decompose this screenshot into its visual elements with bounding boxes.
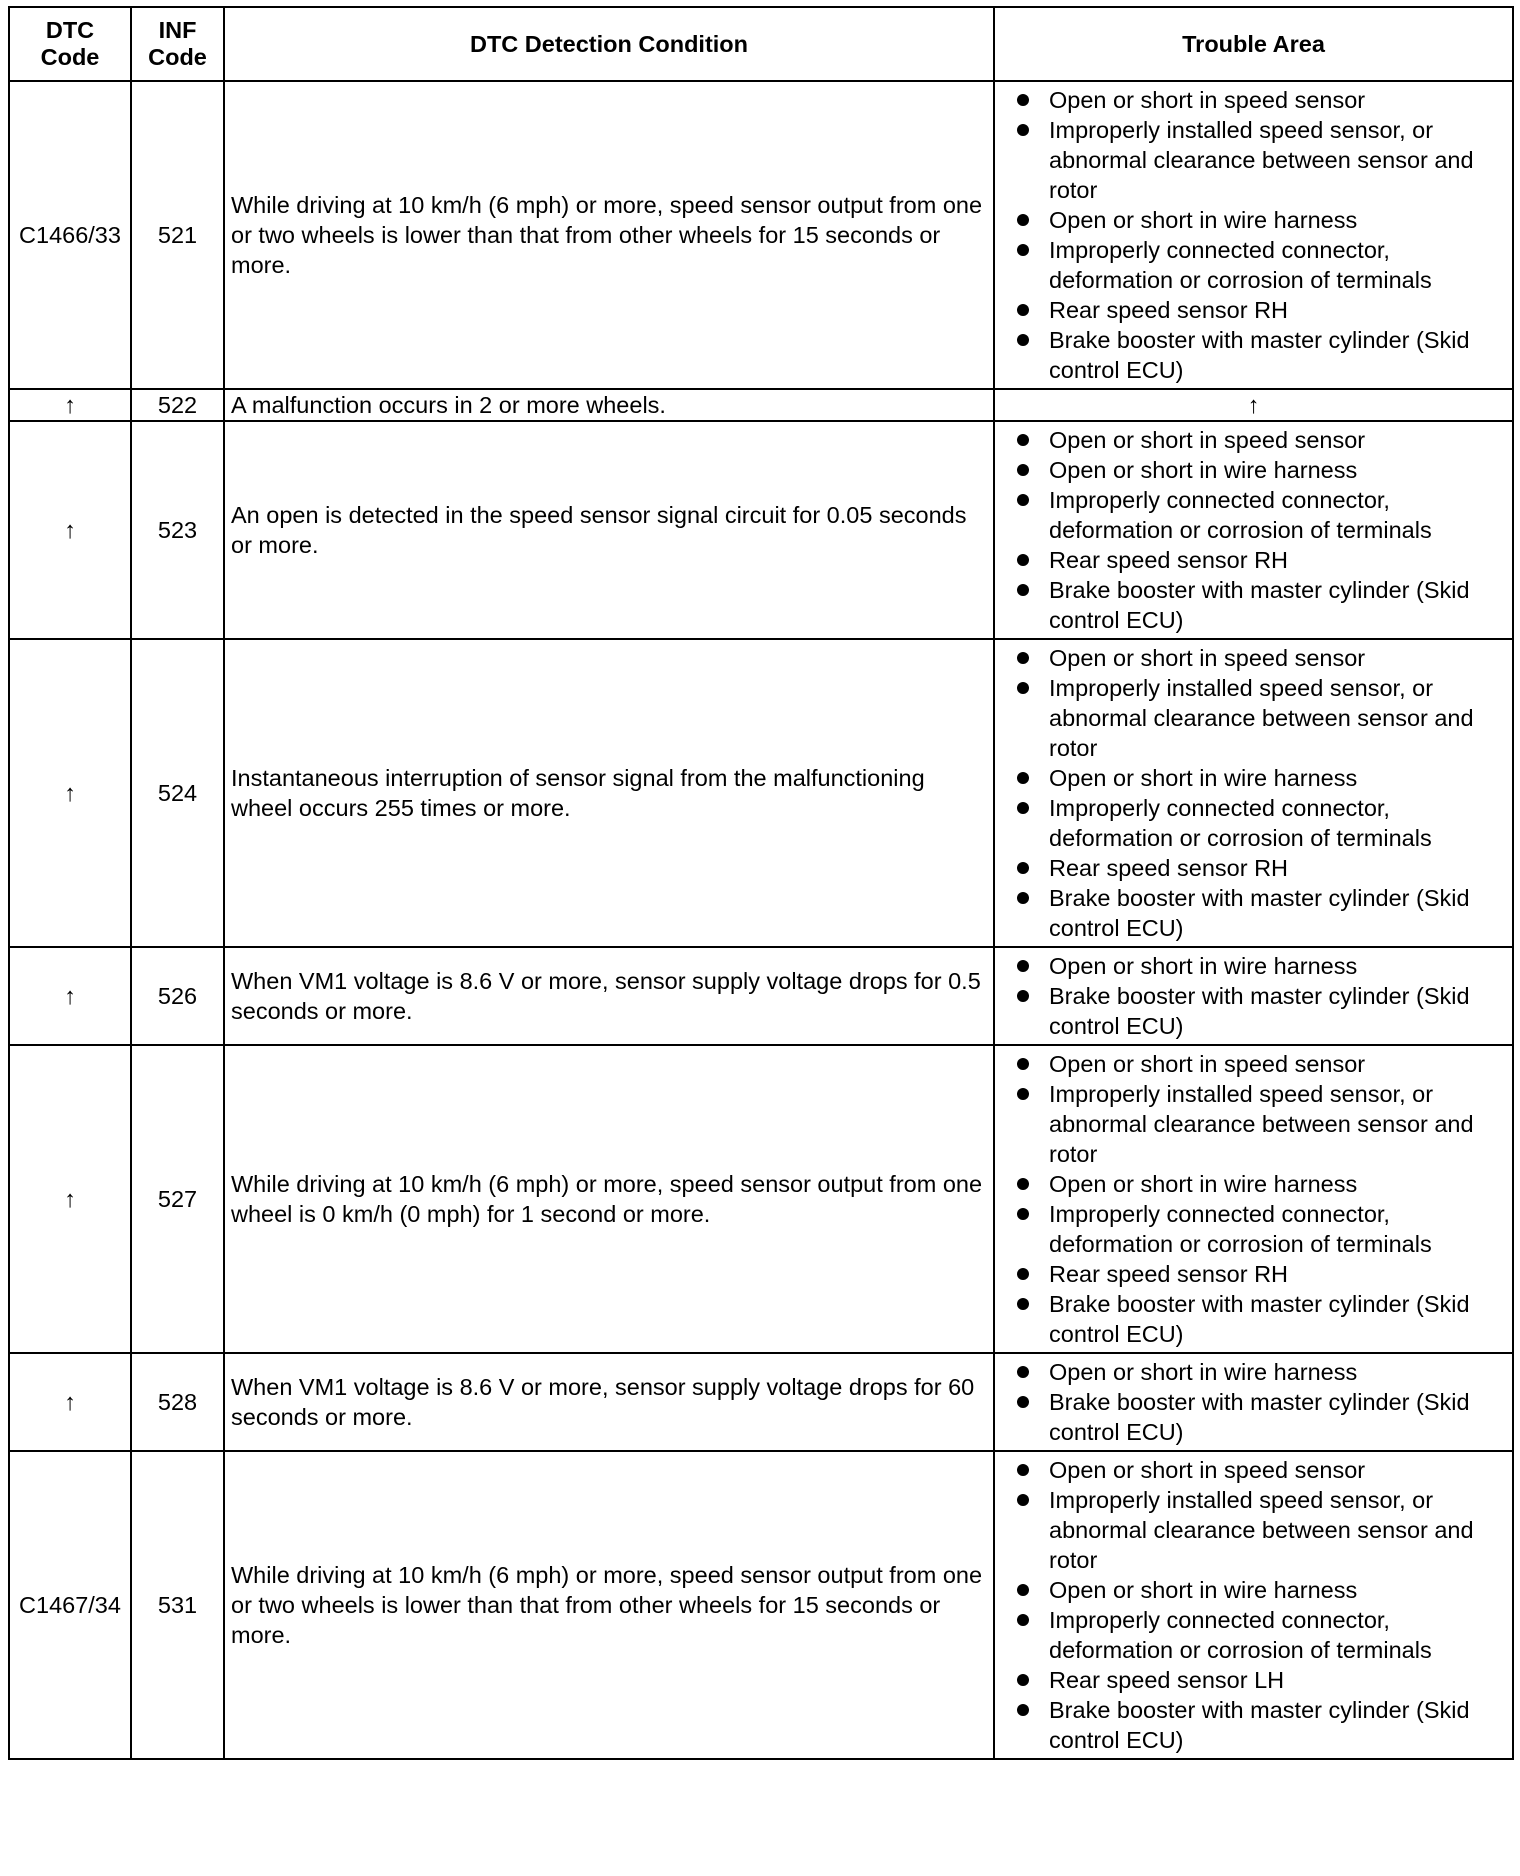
detection-condition-cell: While driving at 10 km/h (6 mph) or more, speed sensor output from one or two wheels is lower than that from other wheels for 15 seconds or more. [224,1451,994,1759]
bullet-icon [1017,304,1029,316]
inf-code-cell: 524 [131,639,224,947]
trouble-area-list [1017,1357,1508,1447]
trouble-area-text: Improperly connected connector, deformation or corrosion of terminals [1049,487,1432,543]
list-item [1017,1387,1508,1447]
inf-code-cell: 523 [131,421,224,639]
trouble-area-list [1017,1455,1508,1755]
header-dtc-code: DTC Code [9,7,131,81]
list-item [1017,1485,1508,1575]
bullet-icon [1017,1088,1029,1100]
trouble-area-text: Brake booster with master cylinder (Skid control ECU) [1049,577,1470,633]
bullet-icon [1017,652,1029,664]
table-row [9,639,1513,947]
dtc-code-ditto-arrow: ↑ [9,639,131,947]
inf-code-cell: 531 [131,1451,224,1759]
header-detection-condition: DTC Detection Condition [224,7,994,81]
trouble-area-text: Open or short in speed sensor [1049,427,1366,453]
list-item [1017,1695,1508,1755]
list-item [1017,485,1508,545]
list-item [1017,425,1508,455]
trouble-area-cell [994,1451,1513,1759]
detection-condition-cell: A malfunction occurs in 2 or more wheels. [224,389,994,421]
list-item [1017,1455,1508,1485]
bullet-icon [1017,1614,1029,1626]
trouble-area-text: Rear speed sensor RH [1049,297,1289,323]
list-item [1017,643,1508,673]
list-item [1017,85,1508,115]
bullet-icon [1017,862,1029,874]
trouble-area-cell [994,81,1513,389]
trouble-area-text: Open or short in wire harness [1049,1171,1358,1197]
dtc-code-ditto-arrow: ↑ [9,389,131,421]
list-item [1017,1079,1508,1169]
trouble-area-cell [994,421,1513,639]
trouble-area-text: Open or short in speed sensor [1049,1457,1366,1483]
trouble-area-text: Open or short in wire harness [1049,207,1358,233]
bullet-icon [1017,1208,1029,1220]
bullet-icon [1017,554,1029,566]
trouble-area-list [1017,643,1508,943]
bullet-icon [1017,1396,1029,1408]
bullet-icon [1017,772,1029,784]
detection-condition-cell: Instantaneous interruption of sensor signal from the malfunctioning wheel occurs 255 times or more. [224,639,994,947]
trouble-area-text: Brake booster with master cylinder (Skid control ECU) [1049,327,1470,383]
trouble-area-text: Improperly installed speed sensor, or abnormal clearance between sensor and rotor [1049,1487,1474,1573]
bullet-icon [1017,682,1029,694]
trouble-area-text: Brake booster with master cylinder (Skid control ECU) [1049,1389,1470,1445]
inf-code-cell: 528 [131,1353,224,1451]
bullet-icon [1017,334,1029,346]
trouble-area-text: Open or short in wire harness [1049,457,1358,483]
inf-code-cell: 527 [131,1045,224,1353]
bullet-icon [1017,584,1029,596]
trouble-area-text: Open or short in speed sensor [1049,645,1366,671]
detection-condition-cell: While driving at 10 km/h (6 mph) or more, speed sensor output from one or two wheels is lower than that from other wheels for 15 seconds or more. [224,81,994,389]
trouble-area-text: Brake booster with master cylinder (Skid control ECU) [1049,983,1470,1039]
trouble-area-cell [994,1353,1513,1451]
detection-condition-cell: While driving at 10 km/h (6 mph) or more, speed sensor output from one wheel is 0 km/h (0 mph) for 1 second or more. [224,1045,994,1353]
table-row [9,389,1513,421]
list-item [1017,951,1508,981]
dtc-code-ditto-arrow: ↑ [9,421,131,639]
bullet-icon [1017,1704,1029,1716]
header-inf-code: INF Code [131,7,224,81]
list-item [1017,1665,1508,1695]
trouble-area-list [1017,1049,1508,1349]
trouble-area-list [1017,85,1508,385]
bullet-icon [1017,1268,1029,1280]
trouble-area-text: Improperly installed speed sensor, or abnormal clearance between sensor and rotor [1049,1081,1474,1167]
bullet-icon [1017,1584,1029,1596]
table-body [9,81,1513,1759]
list-item [1017,1605,1508,1665]
bullet-icon [1017,214,1029,226]
list-item [1017,1049,1508,1079]
header-row [9,7,1513,81]
bullet-icon [1017,1464,1029,1476]
trouble-area-text: Open or short in wire harness [1049,1577,1358,1603]
list-item [1017,455,1508,485]
trouble-area-text: Open or short in wire harness [1049,765,1358,791]
table-row [9,81,1513,389]
trouble-area-text: Rear speed sensor LH [1049,1667,1285,1693]
trouble-area-list [1017,425,1508,635]
detection-condition-cell: An open is detected in the speed sensor signal circuit for 0.05 seconds or more. [224,421,994,639]
table-row [9,1045,1513,1353]
trouble-area-text: Improperly installed speed sensor, or abnormal clearance between sensor and rotor [1049,675,1474,761]
bullet-icon [1017,1494,1029,1506]
list-item [1017,235,1508,295]
header-trouble-area: Trouble Area [994,7,1513,81]
bullet-icon [1017,94,1029,106]
trouble-area-cell [994,947,1513,1045]
trouble-area-cell [994,1045,1513,1353]
bullet-icon [1017,1058,1029,1070]
bullet-icon [1017,892,1029,904]
list-item [1017,793,1508,853]
detection-condition-cell: When VM1 voltage is 8.6 V or more, sensor supply voltage drops for 60 seconds or more. [224,1353,994,1451]
table-row [9,947,1513,1045]
list-item [1017,1199,1508,1259]
bullet-icon [1017,1674,1029,1686]
trouble-area-text: Rear speed sensor RH [1049,1261,1289,1287]
trouble-area-text: Brake booster with master cylinder (Skid control ECU) [1049,885,1470,941]
dtc-table [8,6,1514,1760]
list-item [1017,1169,1508,1199]
table-row [9,1451,1513,1759]
inf-code-cell: 522 [131,389,224,421]
dtc-code-cell: C1467/34 [9,1451,131,1759]
trouble-area-ditto-arrow: ↑ [994,389,1513,421]
inf-code-cell: 526 [131,947,224,1045]
bullet-icon [1017,464,1029,476]
inf-code-cell: 521 [131,81,224,389]
trouble-area-text: Open or short in speed sensor [1049,87,1366,113]
dtc-code-cell: C1466/33 [9,81,131,389]
bullet-icon [1017,494,1029,506]
list-item [1017,205,1508,235]
bullet-icon [1017,124,1029,136]
list-item [1017,545,1508,575]
list-item [1017,763,1508,793]
trouble-area-text: Improperly connected connector, deformation or corrosion of terminals [1049,795,1432,851]
list-item [1017,1575,1508,1605]
list-item [1017,575,1508,635]
trouble-area-text: Rear speed sensor RH [1049,547,1289,573]
bullet-icon [1017,1366,1029,1378]
trouble-area-text: Improperly installed speed sensor, or abnormal clearance between sensor and rotor [1049,117,1474,203]
trouble-area-text: Rear speed sensor RH [1049,855,1289,881]
bullet-icon [1017,1178,1029,1190]
table-row [9,1353,1513,1451]
trouble-area-text: Improperly connected connector, deformation or corrosion of terminals [1049,237,1432,293]
trouble-area-text: Brake booster with master cylinder (Skid control ECU) [1049,1291,1470,1347]
list-item [1017,115,1508,205]
list-item [1017,325,1508,385]
bullet-icon [1017,802,1029,814]
trouble-area-text: Open or short in wire harness [1049,1359,1358,1385]
list-item [1017,673,1508,763]
list-item [1017,1289,1508,1349]
trouble-area-cell [994,639,1513,947]
detection-condition-cell: When VM1 voltage is 8.6 V or more, sensor supply voltage drops for 0.5 seconds or more. [224,947,994,1045]
trouble-area-text: Open or short in wire harness [1049,953,1358,979]
trouble-area-text: Improperly connected connector, deformation or corrosion of terminals [1049,1201,1432,1257]
dtc-code-ditto-arrow: ↑ [9,947,131,1045]
list-item [1017,295,1508,325]
trouble-area-text: Improperly connected connector, deformation or corrosion of terminals [1049,1607,1432,1663]
table-row [9,421,1513,639]
list-item [1017,1357,1508,1387]
trouble-area-text: Brake booster with master cylinder (Skid control ECU) [1049,1697,1470,1753]
bullet-icon [1017,960,1029,972]
list-item [1017,853,1508,883]
trouble-area-list [1017,951,1508,1041]
list-item [1017,981,1508,1041]
trouble-area-text: Open or short in speed sensor [1049,1051,1366,1077]
bullet-icon [1017,434,1029,446]
dtc-code-ditto-arrow: ↑ [9,1045,131,1353]
bullet-icon [1017,244,1029,256]
list-item [1017,883,1508,943]
bullet-icon [1017,1298,1029,1310]
bullet-icon [1017,990,1029,1002]
list-item [1017,1259,1508,1289]
dtc-code-ditto-arrow: ↑ [9,1353,131,1451]
